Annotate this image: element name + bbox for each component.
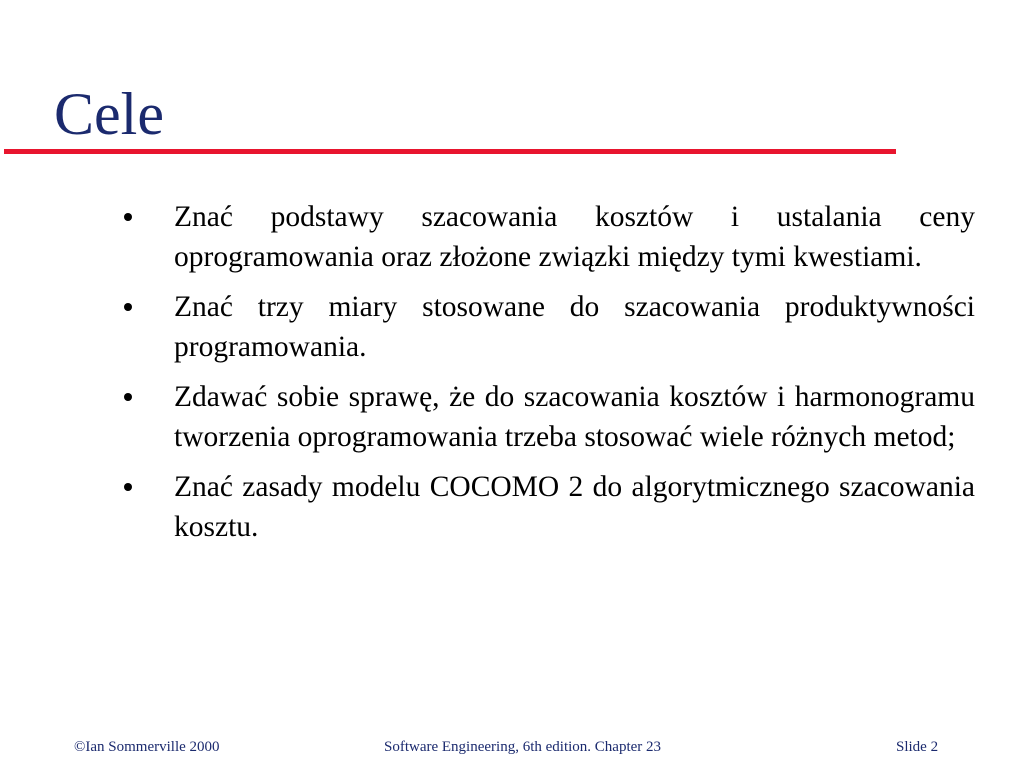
bullet-text: Znać trzy miary stosowane do szacowania produktywności programowania.	[174, 291, 975, 363]
bullet-item	[115, 377, 975, 457]
bullet-item	[115, 467, 975, 547]
bullet-dot-icon	[124, 213, 132, 221]
bullet-item	[115, 197, 975, 277]
bullet-dot-icon	[124, 303, 132, 311]
footer-copyright: ©Ian Sommerville 2000	[74, 739, 220, 755]
slide-title: Cele	[54, 81, 164, 147]
bullet-text: Znać zasady modelu COCOMO 2 do algorytmicznego szacowania kosztu.	[174, 471, 975, 543]
bullet-item	[115, 287, 975, 367]
footer-slide-number: Slide 2	[896, 739, 939, 755]
bullet-list	[115, 197, 975, 557]
bullet-dot-icon	[124, 483, 132, 491]
bullet-text: Znać podstawy szacowania kosztów i ustalania ceny oprogramowania oraz złożone związki między tymi kwestiami.	[174, 201, 975, 273]
bullet-dot-icon	[124, 393, 132, 401]
footer-book-title: Software Engineering, 6th edition. Chapter 23	[384, 739, 662, 755]
bullet-text: Zdawać sobie sprawę, że do szacowania kosztów i harmonogramu tworzenia oprogramowania trzeba stosować wiele różnych metod;	[174, 381, 975, 453]
title-underline	[4, 149, 896, 154]
